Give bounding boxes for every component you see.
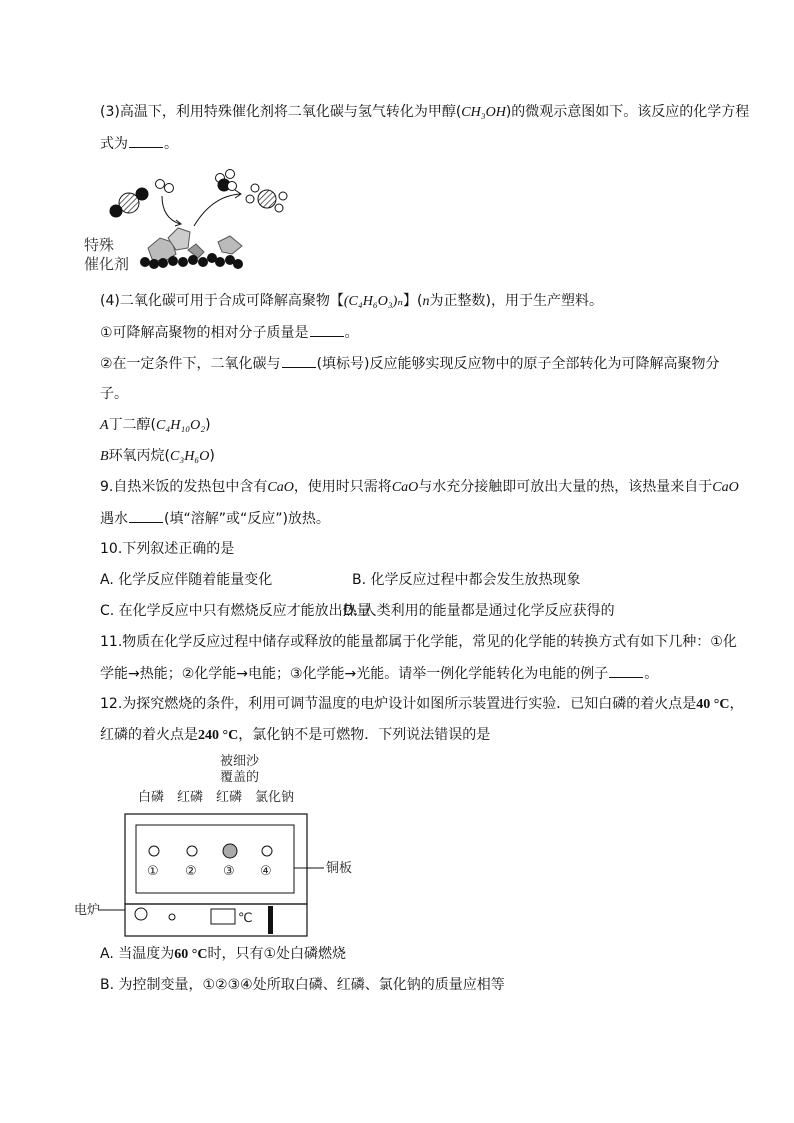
q10-stem: 10.下列叙述正确的是 [100, 541, 235, 557]
q8-4-option-b: B环氧丙烷(C₃H₆O) [100, 448, 215, 464]
catalyst-label: 特殊 催化剂 [84, 236, 130, 273]
q12-line2: 红磷的着火点是240 °C，氯化钠不是可燃物．下列说法错误的是 [100, 727, 491, 743]
q10-options-ab [100, 570, 272, 590]
q9-line2: 遇水 (填“溶解”或“反应”)放热。 [100, 508, 330, 529]
option-a[interactable]: A. 化学反应伴随着能量变化 [100, 572, 273, 588]
label-red-phosphorus: 红磷 [177, 790, 204, 805]
answer-blank[interactable] [129, 133, 163, 148]
svg-text:①: ① [147, 864, 159, 879]
svg-text:③: ③ [223, 864, 235, 879]
furnace-knob [135, 908, 147, 920]
option-d[interactable]: D. 人类利用的能量都是通过化学反应获得的 [343, 603, 615, 619]
sample-2 [187, 846, 197, 856]
q12-option-b[interactable]: B. 为控制变量，①②③④处所取白磷、红磷、氯化钠的质量应相等 [100, 977, 505, 993]
catalyst-surface [140, 228, 243, 269]
formula-methanol: CH₃OH [461, 105, 506, 120]
label-sand-covered-1: 被细沙 [220, 754, 260, 769]
q8-4-sub2-cont: 子。 [100, 386, 128, 402]
q9-line1: 9.自热米饭的发热包中含有CaO，使用时只需将CaO与水充分接触即可放出大量的热，该热量来自于CaO [100, 479, 739, 495]
option-c[interactable]: C. 在化学反应中只有燃烧反应才能放出热量 [100, 603, 371, 619]
q8-3-line1: (3)高温下，利用特殊催化剂将二氧化碳与氢气转化为甲醇(CH₃OH)的微观示意图如下。该反应的化学方程 [100, 104, 750, 120]
sample-1 [149, 846, 159, 856]
answer-blank[interactable] [310, 322, 344, 337]
furnace-indicator [169, 914, 175, 920]
temperature-display [211, 909, 235, 924]
label-sand-covered-2: 覆盖的 [220, 770, 260, 785]
label-sodium-chloride: 氯化钠 [255, 790, 295, 805]
product-molecule-1 [216, 170, 237, 192]
answer-blank[interactable] [129, 508, 163, 523]
q8-4-intro: (4)二氧化碳可用于合成可降解高聚物【(C₄H₆O₃)ₙ】(n为正整数)，用于生产塑料。 [100, 293, 603, 309]
answer-blank[interactable] [609, 663, 643, 678]
q11-line2: 学能→热能；②化学能→电能；③化学能→光能。请举一例化学能转化为电能的例子 。 [100, 663, 658, 684]
furnace-apparatus-diagram [68, 752, 368, 938]
q8-4-sub1: ①可降解高聚物的相对分子质量是 。 [100, 322, 359, 343]
option-b[interactable]: B. 化学反应过程中都会发生放热现象 [352, 572, 581, 588]
sample-4 [262, 846, 272, 856]
q11-line1: 11.物质在化学反应过程中储存或释放的能量都属于化学能，常见的化学能的转换方式有如下几种：①化 [100, 634, 737, 650]
label-electric-furnace: 电炉 [74, 903, 101, 918]
answer-blank[interactable] [282, 353, 316, 368]
product-molecule-2 [246, 184, 287, 212]
svg-text:②: ② [185, 864, 197, 879]
sample-3 [223, 844, 237, 858]
svg-text:④: ④ [260, 864, 272, 879]
label-copper-plate: 铜板 [326, 861, 353, 876]
q12-option-a[interactable]: A. 当温度为60 °C时，只有①处白磷燃烧 [100, 946, 347, 962]
label-red-phosphorus-covered: 红磷 [216, 790, 243, 805]
q12-line1: 12.为探究燃烧的条件，利用可调节温度的电炉设计如图所示装置进行实验．已知白磷的着火点是40 °C， [100, 696, 744, 712]
h2-molecule [156, 180, 174, 193]
q8-4-sub2: ②在一定条件下，二氧化碳与 (填标号)反应能够实现反应物中的原子全部转化为可降解高聚物分 [100, 353, 720, 374]
svg-text:℃: ℃ [238, 911, 253, 926]
q8-3-line2: 式为 。 [100, 133, 178, 154]
q8-4-option-a: A丁二醇(C₄H₁₀O₂) [100, 417, 211, 433]
co2-molecule-left [110, 188, 149, 218]
label-white-phosphorus: 白磷 [138, 790, 165, 805]
